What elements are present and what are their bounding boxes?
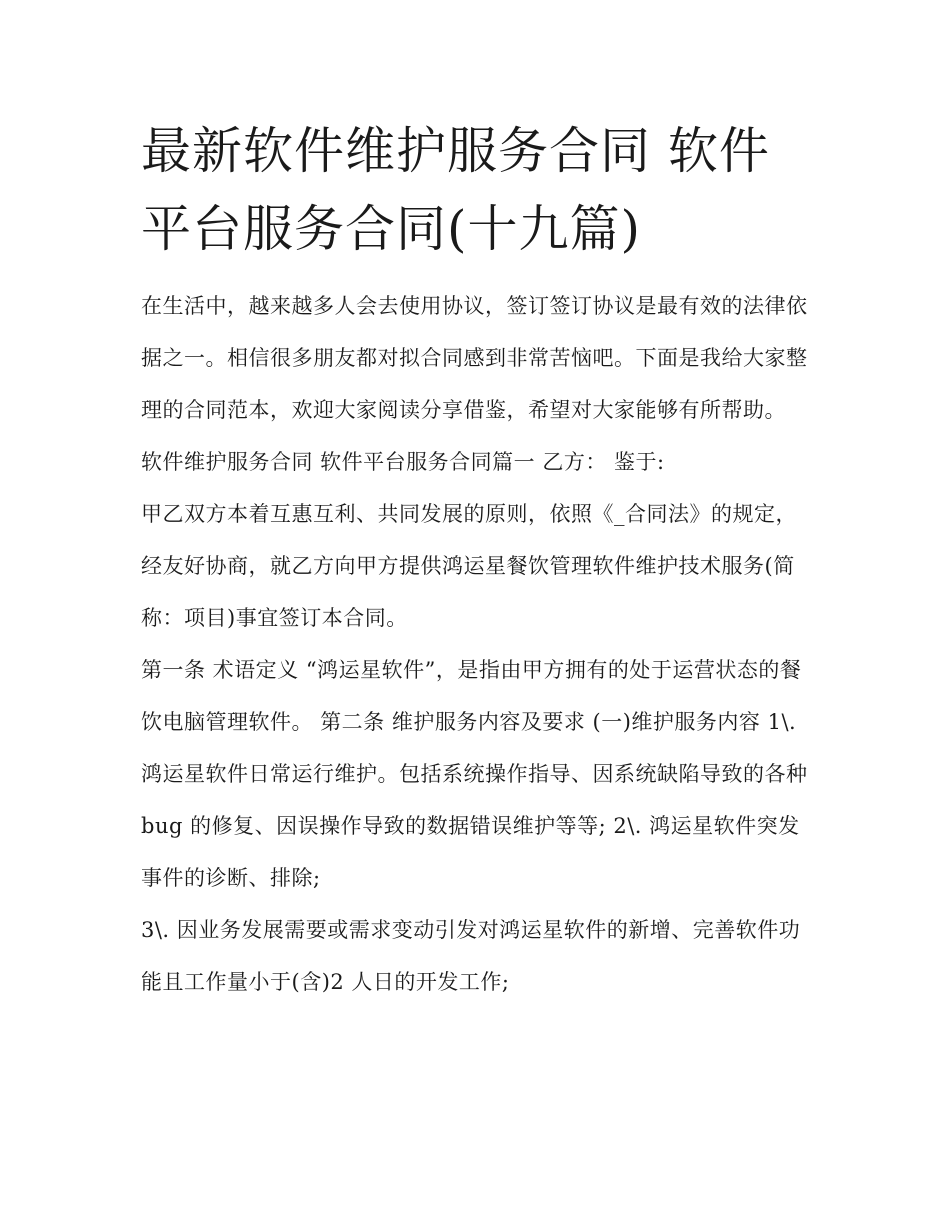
paragraph-article-one: 第一条 术语定义 “鸿运星软件”，是指由甲方拥有的处于运营状态的餐饮电脑管理软件。 第二条 维护服务内容及要求 (一)维护服务内容 1\.	[141, 658, 802, 734]
document-page	[141, 112, 816, 1008]
paragraph-development-item: 3\. 因业务发展需要或需求变动引发对鸿运星软件的新增、完善软件功能且工作量小于(含)2 人日的开发工作;	[141, 918, 801, 994]
paragraph-maintenance-item: 鸿运星软件日常运行维护。包括系统操作指导、因系统缺陷导致的各种 bug 的修复、因误操作导致的数据错误维护等等; 2\. 鸿运星软件突发事件的诊断、排除;	[141, 762, 808, 890]
paragraph-contract-heading: 软件维护服务合同 软件平台服务合同篇一 乙方： 鉴于:	[141, 450, 665, 474]
paragraph-intro: 在生活中，越来越多人会去使用协议，签订签订协议是最有效的法律依据之一。相信很多朋友都对拟合同感到非常苦恼吧。下面是我给大家整理的合同范本，欢迎大家阅读分享借鉴，希望对大家能够有所帮助。	[141, 294, 808, 422]
document-title: 最新软件维护服务合同 软件平台服务合同(十九篇)	[141, 122, 770, 258]
paragraph-preamble: 甲乙双方本着互惠互利、共同发展的原则，依照《_合同法》的规定，经友好协商，就乙方向甲方提供鸿运星餐饮管理软件维护技术服务(简称：项目)事宜签订本合同。	[141, 502, 797, 630]
